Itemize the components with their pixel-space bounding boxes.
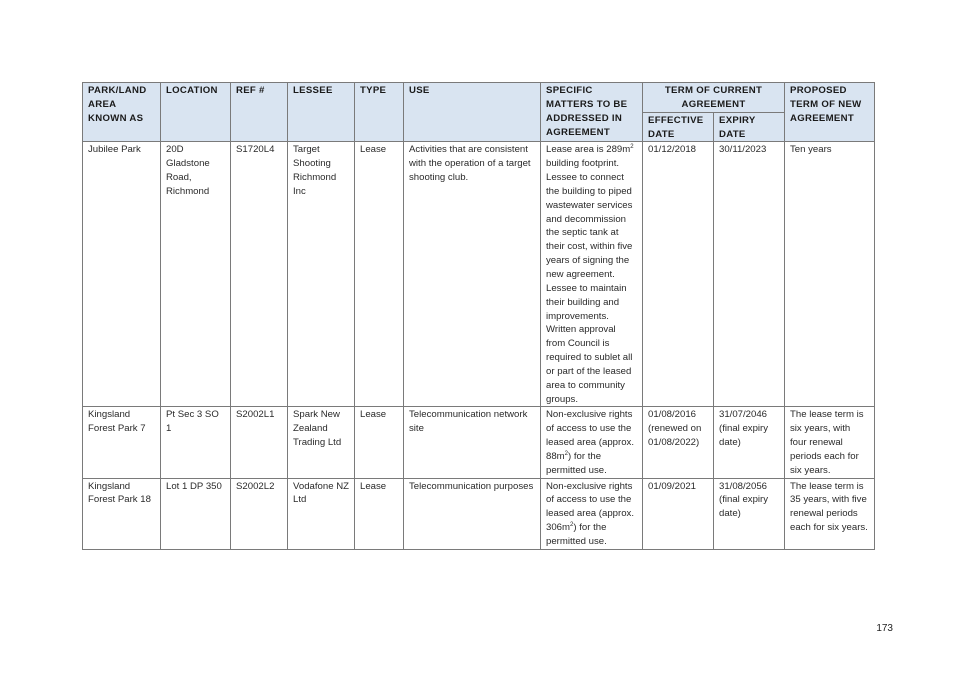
cell-effective-date: 01/08/2016 (renewed on 01/08/2022) xyxy=(643,407,714,478)
specific-text-end: ) for the permitted use. xyxy=(546,450,607,476)
header-row xyxy=(83,83,875,113)
header-lessee: LESSEE xyxy=(288,83,355,142)
specific-text: Non-exclusive rights of access to use the leased area (approx. 306m xyxy=(546,480,634,534)
cell-lessee: Vodafone NZ Ltd xyxy=(288,478,355,549)
cell-type: Lease xyxy=(355,142,404,407)
header-ref: REF # xyxy=(231,83,288,142)
specific-text: Non-exclusive rights of access to use the leased area (approx. 88m xyxy=(546,409,634,462)
specific-matter-line: Lessee to connect the building to piped wastewater services and decommission the septic tank at their cost, within five years of signing the new agreement. xyxy=(546,172,633,280)
header-type: TYPE xyxy=(355,83,404,142)
header-specific-matters: SPECIFIC MATTERS TO BE ADDRESSED IN AGREEMENT xyxy=(541,83,643,142)
lease-table xyxy=(82,82,875,550)
cell-use: Telecommunication purposes xyxy=(404,478,541,549)
header-park: PARK/LAND AREA KNOWN AS xyxy=(83,83,161,142)
cell-park: Kingsland Forest Park 18 xyxy=(83,478,161,549)
cell-expiry-date: 31/07/2046 (final expiry date) xyxy=(714,407,785,478)
specific-text-end: ) for the permitted use. xyxy=(546,522,607,547)
cell-proposed-term: Ten years xyxy=(785,142,875,407)
cell-type: Lease xyxy=(355,407,404,478)
specific-matter-line: Written approval from Council is required to sublet all or part of the leased area to community groups. xyxy=(546,324,633,405)
header-term-current: TERM OF CURRENT AGREEMENT xyxy=(643,83,785,113)
cell-specific-matters xyxy=(541,478,643,549)
cell-location: 20D Gladstone Road, Richmond xyxy=(161,142,231,407)
cell-use: Telecommunication network site xyxy=(404,407,541,478)
superscript: 2 xyxy=(630,144,634,151)
cell-use: Activities that are consistent with the operation of a target shooting club. xyxy=(404,142,541,407)
cell-ref: S2002L1 xyxy=(231,407,288,478)
cell-park: Kingsland Forest Park 7 xyxy=(83,407,161,478)
superscript: 2 xyxy=(570,522,574,529)
page-number: 173 xyxy=(876,623,893,634)
cell-location: Lot 1 DP 350 xyxy=(161,478,231,549)
cell-lessee: Target Shooting Richmond Inc xyxy=(288,142,355,407)
table-row xyxy=(83,478,875,549)
cell-proposed-term: The lease term is 35 years, with five renewal periods each for six years. xyxy=(785,478,875,549)
cell-proposed-term: The lease term is six years, with four renewal periods each for six years. xyxy=(785,407,875,478)
cell-expiry-date: 30/11/2023 xyxy=(714,142,785,407)
specific-text: Lease area is 289m xyxy=(546,144,631,156)
specific-matter-line: Lessee to maintain their building and improvements. xyxy=(546,282,627,322)
header-location: LOCATION xyxy=(161,83,231,142)
header-expiry-date: EXPIRY DATE xyxy=(714,112,785,142)
specific-matter-line xyxy=(546,143,637,171)
cell-lessee: Spark New Zealand Trading Ltd xyxy=(288,407,355,478)
specific-text-end: building footprint. xyxy=(546,158,620,170)
cell-ref: S1720L4 xyxy=(231,142,288,407)
cell-type: Lease xyxy=(355,478,404,549)
table-row xyxy=(83,142,875,407)
cell-effective-date: 01/09/2021 xyxy=(643,478,714,549)
cell-location: Pt Sec 3 SO 1 xyxy=(161,407,231,478)
cell-effective-date: 01/12/2018 xyxy=(643,142,714,407)
cell-ref: S2002L2 xyxy=(231,478,288,549)
cell-specific-matters xyxy=(541,407,643,478)
cell-expiry-date: 31/08/2056 (final expiry date) xyxy=(714,478,785,549)
cell-park: Jubilee Park xyxy=(83,142,161,407)
header-proposed-term: PROPOSED TERM OF NEW AGREEMENT xyxy=(785,83,875,142)
header-effective-date: EFFECTIVE DATE xyxy=(643,112,714,142)
table-row xyxy=(83,407,875,478)
header-use: USE xyxy=(404,83,541,142)
superscript: 2 xyxy=(564,450,569,457)
cell-specific-matters xyxy=(541,142,643,407)
